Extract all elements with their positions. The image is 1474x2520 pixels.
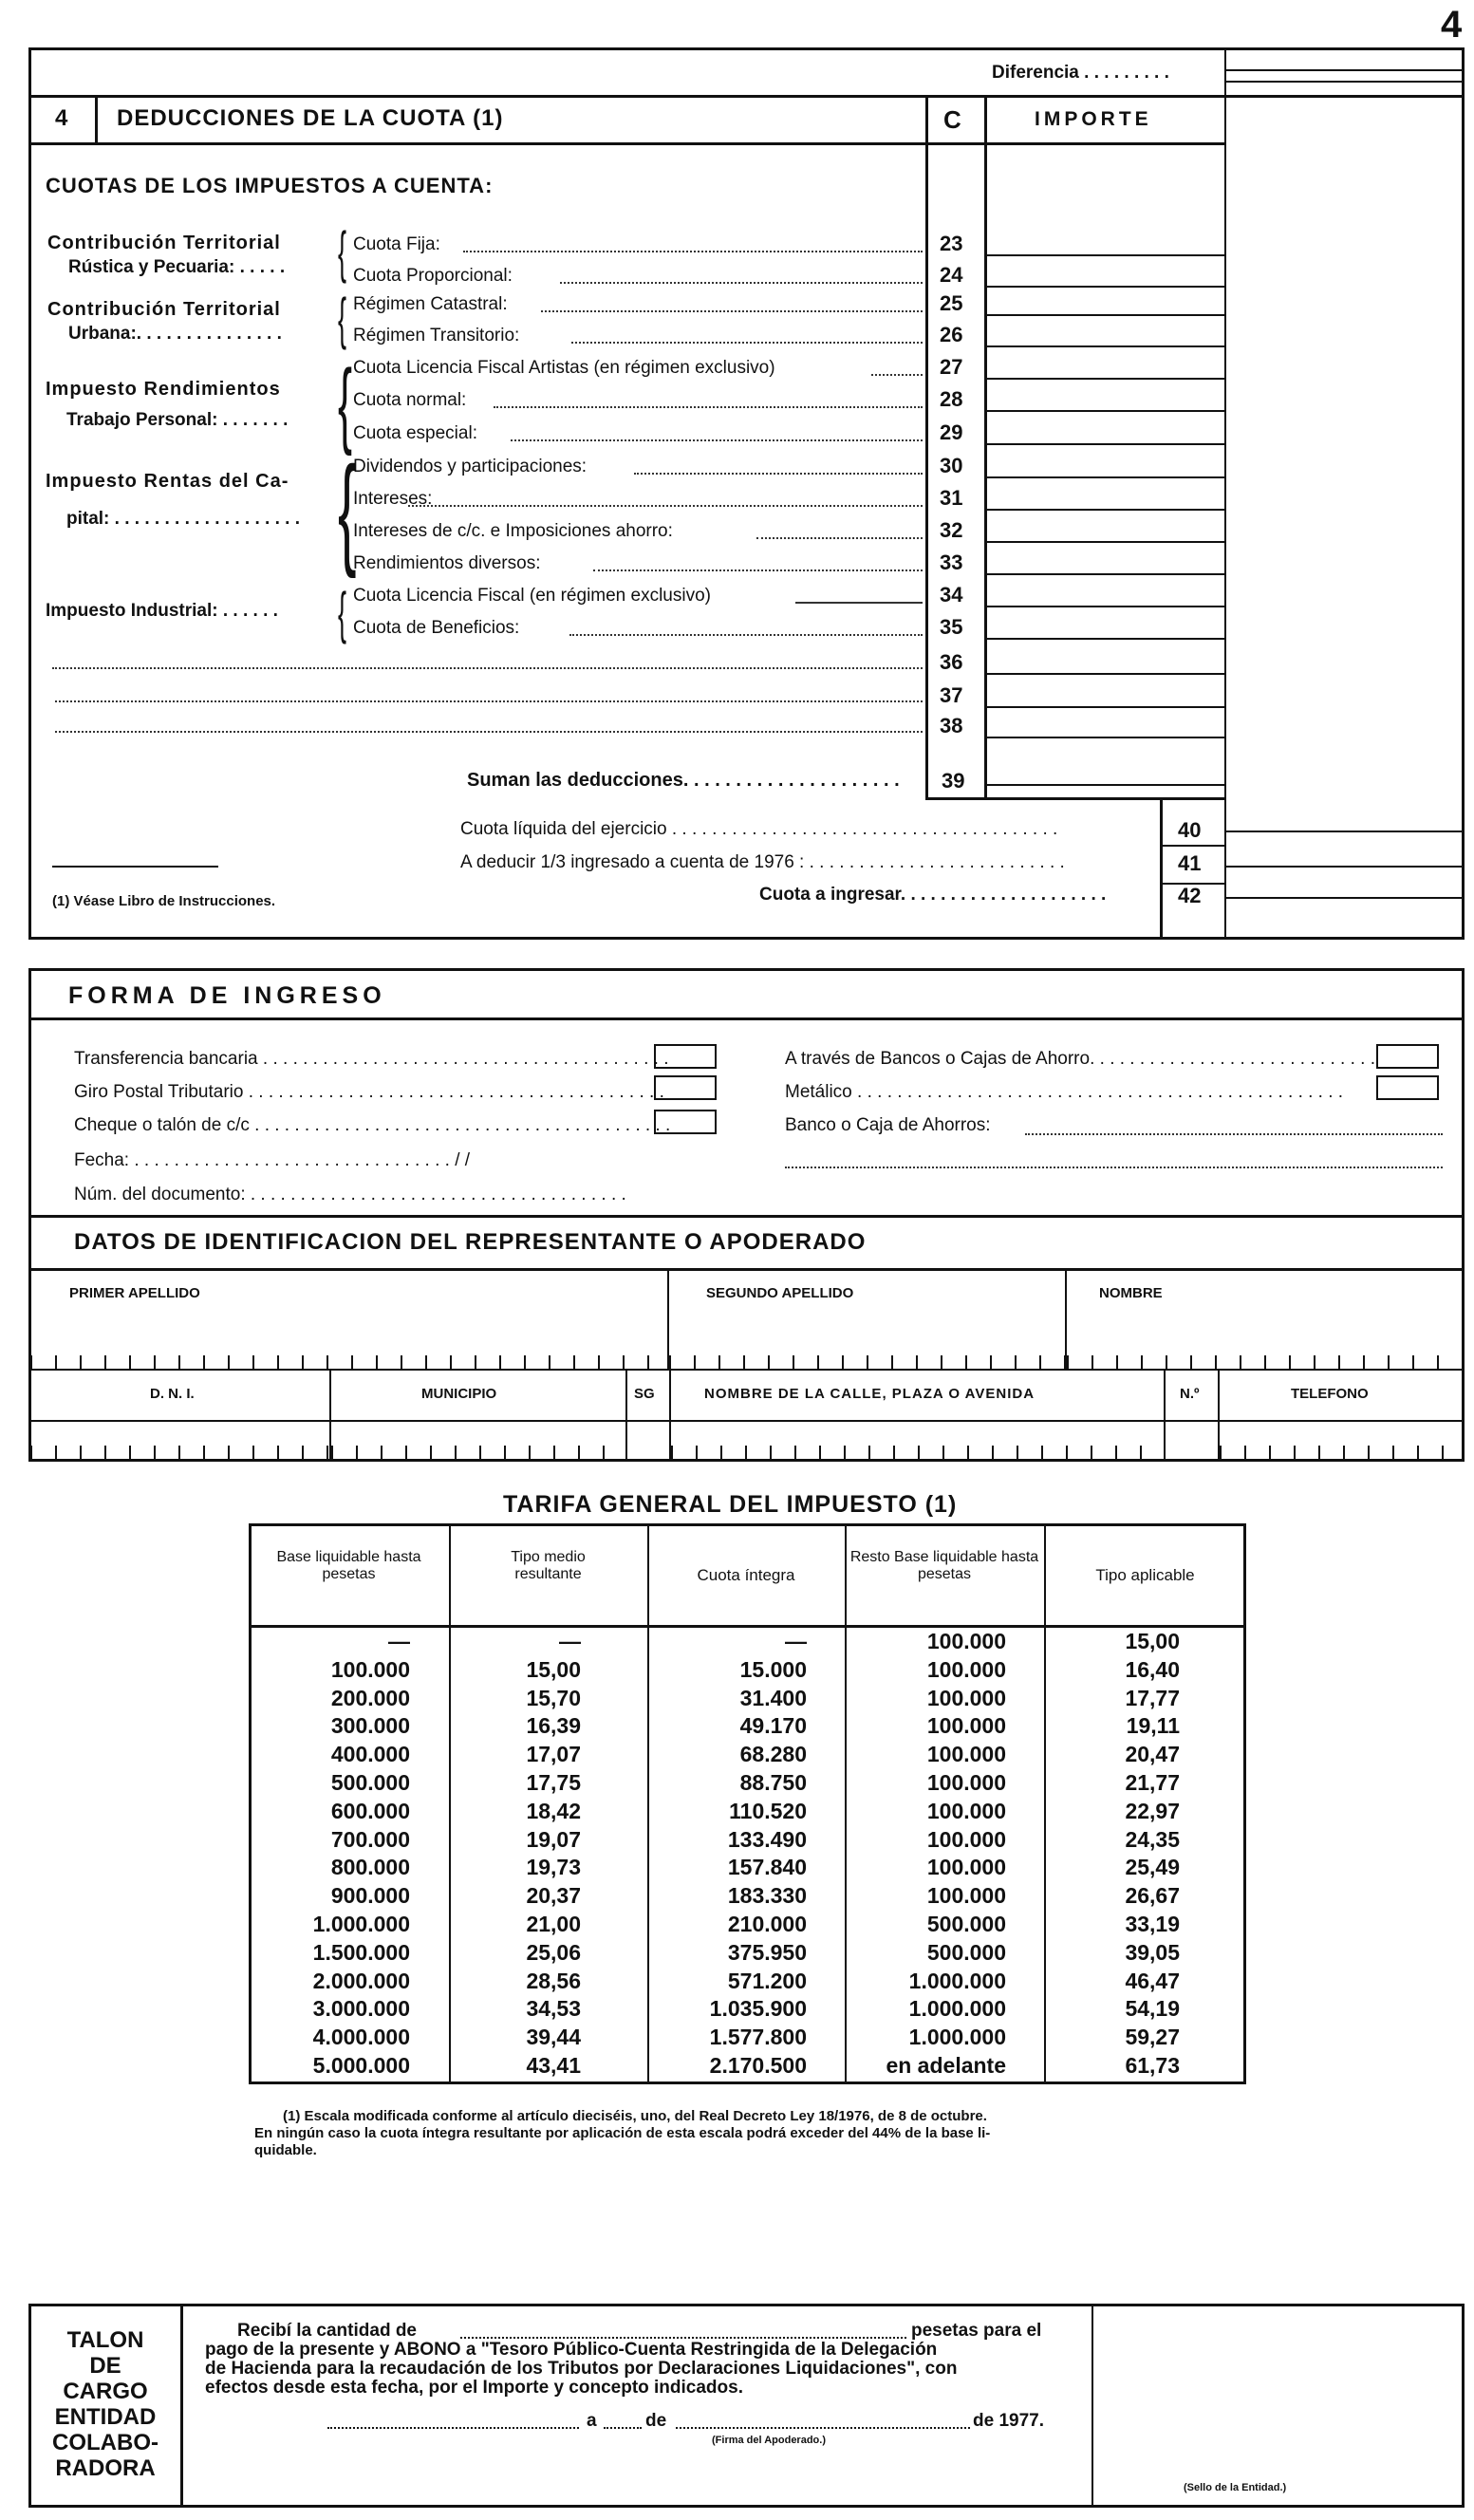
row-code: 36 [940, 650, 963, 674]
tarifa-cell: 100.000 [926, 1742, 1006, 1767]
municipio-label: MUNICIPIO [421, 1386, 497, 1402]
importe-field[interactable] [986, 737, 1224, 738]
dni-label: D. N. I. [150, 1386, 195, 1402]
talon-text: pesetas para el [911, 2321, 1042, 2341]
tarifa-cell: 900.000 [330, 1883, 410, 1909]
deduction-label: Régimen Catastral: [353, 294, 508, 314]
importe-field[interactable] [986, 286, 1224, 288]
tarifa-cell: 17,75 [526, 1770, 581, 1795]
tarifa-cell: 15.000 [739, 1656, 807, 1682]
numero-label: N.º [1180, 1386, 1200, 1402]
tarifa-cell: 49.170 [739, 1713, 807, 1739]
tarifa-cell: 26,67 [1125, 1883, 1180, 1909]
leader-dots [494, 406, 923, 408]
tarifa-cell: 18,42 [526, 1798, 581, 1823]
giro-checkbox[interactable] [654, 1075, 717, 1100]
importe-field[interactable] [986, 410, 1224, 412]
telefono-label: TELEFONO [1291, 1386, 1369, 1402]
importe-field[interactable] [986, 254, 1224, 256]
brace-icon: { [338, 350, 353, 457]
row-code: 41 [1178, 851, 1202, 875]
tarifa-cell: 31.400 [739, 1685, 807, 1710]
diferencia-label: Diferencia . . . . . . . . . [992, 63, 1169, 83]
tarifa-cell: 3.000.000 [312, 1996, 410, 2022]
tarifa-header: Base liquidable hasta pesetas [276, 1549, 421, 1582]
leader-dots [408, 505, 923, 507]
blank-line-field[interactable] [55, 700, 923, 702]
tarifa-cell: — [559, 1629, 581, 1653]
tarifa-cell: 375.950 [727, 1939, 807, 1965]
row-code: 33 [940, 551, 963, 574]
importe-field[interactable] [986, 345, 1224, 347]
importe-field[interactable] [986, 784, 1224, 786]
tarifa-cell: 2.000.000 [312, 1968, 410, 1993]
pago-metalico: Metálico . . . . . . . . . . . . . . . . . . . . . . . . . . . . . . . . . . . . . . . . . . . . . . . . . [785, 1082, 1344, 1102]
tarifa-cell: 68.280 [739, 1742, 807, 1767]
group-title: Impuesto Rentas del Ca- [46, 471, 289, 492]
deducir-label: A deducir 1/3 ingresado a cuenta de 1976 : . . . . . . . . . . . . . . . . . . . . . . . . . . [460, 852, 1065, 872]
talon-text: pago de la presente y ABONO a "Tesoro Público-Cuenta Restringida de la Delegación [205, 2340, 938, 2360]
cuotas-heading: CUOTAS DE LOS IMPUESTOS A CUENTA: [46, 174, 494, 197]
row-code: 34 [940, 583, 963, 607]
tarifa-cell: 183.330 [727, 1883, 807, 1909]
tarifa-cell: 19,07 [526, 1826, 581, 1852]
dia-field[interactable] [604, 2427, 642, 2429]
group-title: Rústica y Pecuaria: . . . . . [68, 257, 286, 277]
group-title: pital: . . . . . . . . . . . . . . . . . . . [66, 509, 300, 529]
fecha-label: Fecha: . . . . . . . . . . . . . . . . . . . . . . . . . . . . . . . . / / [74, 1150, 471, 1170]
leader-dots [569, 634, 923, 636]
row-code: 25 [940, 291, 963, 315]
tarifa-cell: 15,00 [1125, 1629, 1180, 1653]
deduction-label: Cuota Fija: [353, 234, 440, 254]
leader-dots [795, 602, 923, 604]
tarifa-cell: 100.000 [926, 1685, 1006, 1710]
deduction-label: Cuota normal: [353, 390, 467, 410]
representante-title: DATOS DE IDENTIFICACION DEL REPRESENTANTE O APODERADO [74, 1229, 867, 1255]
leader-dots [634, 473, 923, 475]
bancos-checkbox[interactable] [1376, 1044, 1439, 1069]
tarifa-header: Cuota íntegra [697, 1566, 795, 1584]
tarifa-cell: 24,35 [1125, 1826, 1180, 1852]
tarifa-cell: 300.000 [330, 1713, 410, 1739]
section-title: DEDUCCIONES DE LA CUOTA (1) [117, 105, 504, 131]
leader-dots [511, 439, 923, 441]
sg-label: SG [634, 1386, 655, 1402]
importe-field[interactable] [986, 606, 1224, 607]
footnote: (1) Véase Libro de Instrucciones. [52, 893, 276, 909]
tarifa-cell: 20,47 [1125, 1742, 1180, 1767]
row-code: 28 [940, 387, 963, 411]
num-documento-label: Núm. del documento: . . . . . . . . . . . . . . . . . . . . . . . . . . . . . . . . . . . . . . [74, 1185, 626, 1204]
importe-right-border [1224, 47, 1226, 940]
tarifa-cell: 25,49 [1125, 1855, 1180, 1880]
deduction-label: Rendimientos diversos: [353, 553, 541, 573]
deduction-label: Intereses de c/c. e Imposiciones ahorro: [353, 521, 673, 541]
row-code: 38 [940, 714, 963, 737]
tarifa-cell: 100.000 [926, 1883, 1006, 1909]
row-code: 29 [940, 420, 963, 444]
deduction-label: Cuota Licencia Fiscal Artistas (en régimen exclusivo) [353, 358, 775, 378]
tarifa-cell: 59,27 [1125, 2025, 1180, 2050]
group-title: Contribución Territorial [47, 233, 281, 253]
row-code: 40 [1178, 818, 1202, 842]
tarifa-note: En ningún caso la cuota íntegra resultante por aplicación de esta escala podrá exceder del 44% de la base li- [254, 2125, 991, 2141]
group-title: Contribución Territorial [47, 299, 281, 320]
tarifa-cell: — [388, 1629, 410, 1653]
row-code: 39 [942, 769, 965, 793]
tarifa-cell: 100.000 [330, 1656, 410, 1682]
tarifa-cell: 28,56 [526, 1968, 581, 1993]
row-code: 27 [940, 355, 963, 379]
tarifa-note: quidable. [254, 2142, 317, 2158]
tarifa-cell: 46,47 [1125, 1968, 1180, 1993]
tarifa-cell: 43,41 [526, 2053, 581, 2078]
importe-field[interactable] [986, 706, 1224, 708]
firma-label: (Firma del Apoderado.) [712, 2435, 826, 2446]
importe-field[interactable] [986, 476, 1224, 478]
importe-field[interactable] [986, 443, 1224, 445]
tarifa-cell: 4.000.000 [312, 2025, 410, 2050]
tarifa-cell: 17,77 [1125, 1685, 1180, 1710]
tarifa-cell: 17,07 [526, 1742, 581, 1767]
tarifa-cell: 61,73 [1125, 2053, 1180, 2078]
importe-field[interactable] [986, 314, 1224, 316]
blank-line-field[interactable] [55, 731, 923, 733]
brace-icon: { [338, 220, 347, 284]
tarifa-cell: 100.000 [926, 1629, 1006, 1653]
tarifa-cell: 100.000 [926, 1770, 1006, 1795]
talon-a: a [587, 2411, 597, 2431]
tarifa-cell: 133.490 [727, 1826, 807, 1852]
tarifa-cell: 210.000 [727, 1912, 807, 1936]
tarifa-header: Tipo medio resultante [511, 1549, 586, 1582]
pago-cheque: Cheque o talón de c/c . . . . . . . . . . . . . . . . . . . . . . . . . . . . . . . . . . . . . . . . . . [74, 1115, 671, 1135]
row-code: 31 [940, 486, 963, 510]
importe-field[interactable] [1226, 897, 1465, 899]
tarifa-cell: 600.000 [330, 1798, 410, 1823]
page-number: 4 [1441, 4, 1463, 46]
importe-field[interactable] [986, 573, 1224, 575]
tarifa-cell: 39,05 [1125, 1939, 1180, 1965]
col-importe-header: IMPORTE [1035, 108, 1152, 130]
tarifa-cell: 1.035.900 [709, 1996, 807, 2022]
tarifa-cell: 1.000.000 [908, 2025, 1006, 2050]
nombre-label: NOMBRE [1099, 1285, 1163, 1301]
forma-ingreso-title: FORMA DE INGRESO [68, 982, 386, 1009]
tarifa-title: TARIFA GENERAL DEL IMPUESTO (1) [503, 1491, 958, 1518]
tarifa-cell: 25,06 [526, 1939, 581, 1965]
transferencia-checkbox[interactable] [654, 1044, 717, 1069]
metalico-checkbox[interactable] [1376, 1075, 1439, 1100]
dni-field[interactable] [30, 1446, 329, 1461]
tarifa-cell: 157.840 [727, 1855, 807, 1880]
deduction-label: Cuota Proporcional: [353, 266, 513, 286]
banco-caja-field-2[interactable] [785, 1167, 1443, 1168]
tarifa-cell: 21,00 [526, 1912, 581, 1936]
row-code: 42 [1178, 884, 1202, 907]
tarifa-cell: 1.577.800 [709, 2025, 807, 2050]
tarifa-cell: 22,97 [1125, 1798, 1180, 1823]
banco-caja-label: Banco o Caja de Ahorros: [785, 1115, 991, 1135]
importe-field[interactable] [986, 673, 1224, 675]
telefono-field[interactable] [1220, 1446, 1463, 1461]
importe-field[interactable] [986, 541, 1224, 543]
talon-text: efectos desde esta fecha, por el Importe y concepto indicados. [205, 2378, 743, 2398]
talon-text: de Hacienda para la recaudación de los Tributos por Declaraciones Liquidaciones", con [205, 2359, 958, 2379]
leader-dots [560, 282, 923, 284]
tarifa-cell: 21,77 [1125, 1770, 1180, 1795]
tarifa-cell: 88.750 [739, 1770, 807, 1795]
mes-field[interactable] [676, 2427, 970, 2429]
blank-line-field[interactable] [52, 667, 923, 669]
leader-dots [571, 342, 923, 344]
tarifa-cell: 20,37 [526, 1883, 581, 1909]
tarifa-cell: 110.520 [729, 1798, 807, 1823]
importe-field[interactable] [986, 378, 1224, 380]
municipio-field[interactable] [331, 1446, 625, 1461]
group-title: Urbana:. . . . . . . . . . . . . . . [68, 324, 282, 344]
tarifa-cell: 1.000.000 [312, 1912, 410, 1936]
tarifa-cell: 1.000.000 [908, 1968, 1006, 1993]
deduction-label: Cuota Licencia Fiscal (en régimen exclusivo) [353, 586, 711, 606]
sello-label: (Sello de la Entidad.) [1184, 2482, 1287, 2493]
tarifa-cell: 100.000 [926, 1826, 1006, 1852]
section-number: 4 [55, 105, 68, 131]
brace-icon: { [338, 581, 347, 644]
lugar-field[interactable] [327, 2427, 579, 2429]
tarifa-cell: 19,11 [1126, 1713, 1180, 1739]
brace-icon: { [338, 440, 357, 579]
col-c-header: C [943, 105, 961, 134]
talon-text: Recibí la cantidad de [237, 2321, 417, 2341]
tarifa-cell: 39,44 [526, 2025, 581, 2050]
calle-field[interactable] [671, 1446, 1164, 1461]
deduction-label: Cuota especial: [353, 423, 477, 443]
calle-label: NOMBRE DE LA CALLE, PLAZA O AVENIDA [704, 1386, 1036, 1402]
cheque-checkbox[interactable] [654, 1110, 717, 1134]
tarifa-cell: 100.000 [926, 1798, 1006, 1823]
tarifa-cell: 19,73 [526, 1855, 581, 1880]
cuota-liquida-label: Cuota líquida del ejercicio . . . . . . . . . . . . . . . . . . . . . . . . . . . . . . . . . . . . . . . [460, 819, 1058, 839]
deduction-label: Intereses: [353, 489, 433, 509]
tarifa-cell: 33,19 [1125, 1912, 1180, 1936]
pago-giro: Giro Postal Tributario . . . . . . . . . . . . . . . . . . . . . . . . . . . . . . . . . . . . . . . . . . [74, 1082, 664, 1102]
importe-field[interactable] [1226, 831, 1465, 832]
tarifa-cell: 2.170.500 [709, 2053, 807, 2078]
suman-label: Suman las deducciones. . . . . . . . . . . . . . . . . . . . . [467, 770, 900, 791]
deduction-label: Régimen Transitorio: [353, 326, 520, 345]
tarifa-cell: 1.000.000 [908, 1996, 1006, 2022]
group-title: Trabajo Personal: . . . . . . . [66, 410, 289, 430]
tarifa-cell: 800.000 [330, 1855, 410, 1880]
primer-apellido-label: PRIMER APELLIDO [69, 1285, 200, 1301]
brace-icon: { [338, 287, 347, 350]
tarifa-cell: 1.500.000 [312, 1939, 410, 1965]
tarifa-cell: 100.000 [926, 1713, 1006, 1739]
tarifa-cell: 15,00 [526, 1656, 581, 1682]
pago-transferencia: Transferencia bancaria . . . . . . . . . . . . . . . . . . . . . . . . . . . . . . . . . . . . . . . . . [74, 1049, 669, 1069]
leader-dots [871, 374, 923, 376]
tarifa-header: Resto Base liquidable hasta pesetas [849, 1549, 1039, 1582]
row-code: 35 [940, 615, 963, 639]
cantidad-field[interactable] [460, 2337, 906, 2339]
cuota-ingresar-label: Cuota a ingresar. . . . . . . . . . . . . . . . . . . . . [759, 885, 1107, 905]
row-code: 32 [940, 518, 963, 542]
tarifa-cell: — [785, 1629, 807, 1653]
tarifa-cell: 400.000 [330, 1742, 410, 1767]
talon-year: de 1977. [973, 2411, 1044, 2431]
tarifa-cell: en adelante [886, 2053, 1006, 2078]
row-code: 24 [940, 263, 963, 287]
talon-label: TALON DE CARGO ENTIDAD COLABO- RADORA [52, 2327, 159, 2481]
importe-field[interactable] [986, 638, 1224, 640]
tarifa-cell: 16,39 [526, 1713, 581, 1739]
leader-dots [541, 310, 923, 312]
pago-bancos: A través de Bancos o Cajas de Ahorro. . . . . . . . . . . . . . . . . . . . . . . . . . . . . [785, 1049, 1375, 1069]
tarifa-cell: 500.000 [330, 1770, 410, 1795]
row-code: 23 [940, 232, 963, 255]
segundo-apellido-label: SEGUNDO APELLIDO [706, 1285, 854, 1301]
tarifa-cell: 500.000 [926, 1912, 1006, 1936]
tarifa-cell: 100.000 [926, 1855, 1006, 1880]
tarifa-cell: 200.000 [330, 1685, 410, 1710]
deduction-label: Dividendos y participaciones: [353, 457, 588, 476]
row-code: 26 [940, 323, 963, 346]
leader-dots [593, 569, 923, 571]
group-title: Impuesto Rendimientos [46, 379, 281, 400]
leader-dots [463, 251, 923, 252]
tarifa-cell: 500.000 [926, 1939, 1006, 1965]
row-code: 30 [940, 454, 963, 477]
importe-field[interactable] [986, 509, 1224, 511]
talon-de: de [645, 2411, 667, 2431]
tarifa-cell: 16,40 [1125, 1656, 1180, 1682]
group-title: Impuesto Industrial: . . . . . . [46, 601, 278, 621]
banco-caja-field[interactable] [1025, 1133, 1443, 1135]
tarifa-header: Tipo aplicable [1095, 1566, 1195, 1584]
deduction-label: Cuota de Beneficios: [353, 618, 520, 638]
tarifa-cell: 100.000 [926, 1656, 1006, 1682]
importe-field[interactable] [1226, 866, 1465, 868]
tarifa-cell: 700.000 [330, 1826, 410, 1852]
row-code: 37 [940, 683, 963, 707]
tarifa-cell: 15,70 [526, 1685, 581, 1710]
tarifa-cell: 5.000.000 [312, 2053, 410, 2078]
tarifa-cell: 54,19 [1125, 1996, 1180, 2022]
tarifa-cell: 571.200 [727, 1968, 807, 1993]
tarifa-cell: 34,53 [526, 1996, 581, 2022]
leader-dots [756, 537, 923, 539]
tarifa-note: (1) Escala modificada conforme al artículo dieciséis, uno, del Real Decreto Ley 18/1976, de 8 de octubre. [283, 2108, 987, 2124]
